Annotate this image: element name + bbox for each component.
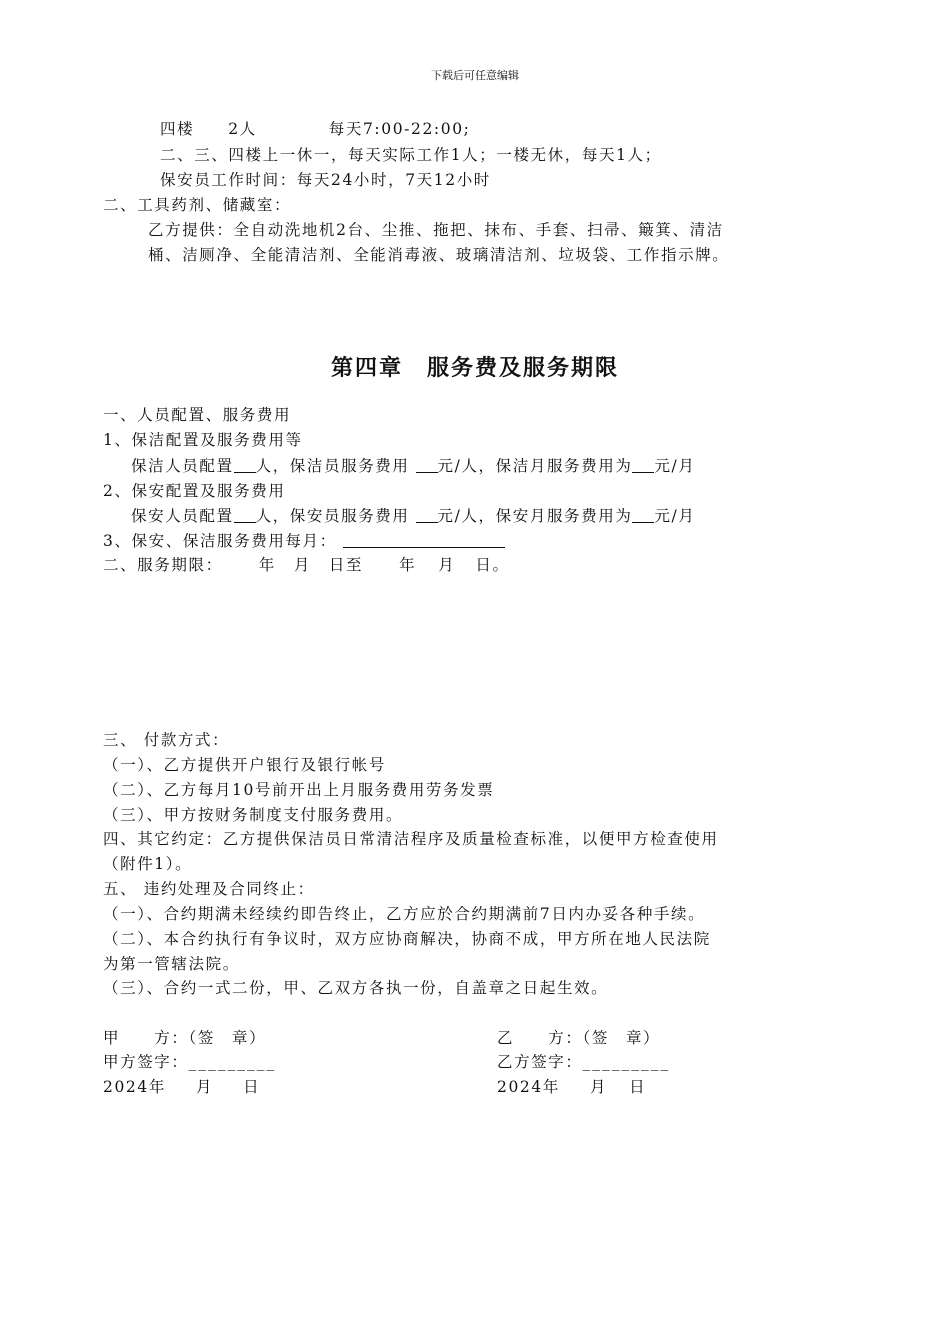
breach-heading: 五、 违约处理及合同终止：	[103, 880, 315, 898]
floor4-hours: 每天7:00-22:00;	[328, 120, 471, 138]
fees-item-3	[103, 531, 505, 551]
party-a-seal: 甲 方：（签 章）	[103, 1029, 267, 1047]
term-label: 二、服务期限：	[103, 556, 223, 574]
security-staff-blank[interactable]	[234, 506, 256, 523]
party-b-seal: 乙 方：（签 章）	[497, 1029, 661, 1047]
fees-item-1: 1、保洁配置及服务费用等	[103, 431, 303, 449]
fees-item-2: 2、保安配置及服务费用	[103, 482, 286, 500]
breach-item-2b: 为第一管辖法院。	[103, 955, 240, 973]
cleaning-month-blank[interactable]	[632, 456, 654, 473]
other-terms-line-2: （附件1）。	[103, 855, 193, 873]
service-term	[103, 555, 510, 575]
security-fee-blank[interactable]	[416, 506, 438, 523]
tools-line-1: 乙方提供：全自动洗地机2台、尘推、拖把、抹布、手套、扫帚、簸箕、清洁	[148, 221, 724, 239]
cleaning-month-unit: 元/月	[654, 457, 696, 475]
floor4-label: 四楼	[160, 120, 195, 138]
term-start-day: 日至	[328, 556, 364, 574]
party-a-date-day: 日	[243, 1078, 261, 1096]
party-b-sign-label: 乙方签字：	[497, 1053, 583, 1071]
monthly-fee-blank[interactable]	[343, 531, 505, 548]
party-a-date	[103, 1077, 260, 1097]
security-hours: 保安员工作时间：每天24小时，7天12小时	[160, 171, 491, 189]
party-b-signature	[497, 1052, 670, 1072]
party-a-sign-blank[interactable]: _________	[188, 1053, 277, 1071]
term-end-month: 月	[438, 556, 456, 574]
party-a-date-year: 2024年	[103, 1078, 166, 1096]
security-month-blank[interactable]	[632, 506, 654, 523]
payment-heading: 三、 付款方式：	[103, 731, 230, 749]
term-start-month: 月	[293, 556, 311, 574]
monthly-fee-label: 3、保安、保洁服务费用每月：	[103, 532, 337, 550]
cleaning-staff-blank[interactable]	[234, 456, 256, 473]
security-staff-label: 保安人员配置	[131, 507, 234, 525]
cleaning-fee-line	[131, 456, 695, 476]
breach-item-2a: （二）、本合约执行有争议时，双方应协商解决，协商不成，甲方所在地人民法院	[103, 930, 711, 948]
party-a-signature	[103, 1052, 276, 1072]
term-end-day: 日。	[475, 556, 510, 574]
chapter-title: 第四章 服务费及服务期限	[330, 355, 619, 381]
cleaning-fee-label: 人，保洁员服务费用	[255, 457, 410, 475]
security-fee-label: 人，保安员服务费用	[255, 507, 410, 525]
payment-item-3: （三）、甲方按财务制度支付服务费用。	[103, 806, 404, 824]
cleaning-fee-blank[interactable]	[416, 456, 438, 473]
cleaning-staff-label: 保洁人员配置	[131, 457, 234, 475]
party-b-date-month: 月	[589, 1078, 608, 1096]
page-header: 下载后可任意编辑	[431, 69, 519, 82]
breach-item-1: （一）、合约期满未经续约即告终止，乙方应於合约期满前7日内办妥各种手续。	[103, 905, 706, 923]
term-end-year: 年	[399, 556, 417, 574]
tools-heading: 二、工具药剂、储藏室：	[103, 196, 292, 214]
security-month-unit: 元/月	[654, 507, 696, 525]
tools-line-2: 桶、洁厕净、全能清洁剂、全能消毒液、玻璃清洁剂、垃圾袋、工作指示牌。	[148, 246, 730, 264]
floor4-line	[160, 119, 471, 139]
rest-note: 二、三、四楼上一休一，每天实际工作1人；一楼无休，每天1人；	[160, 146, 662, 164]
party-a-sign-label: 甲方签字：	[103, 1053, 189, 1071]
payment-item-1: （一）、乙方提供开户银行及银行帐号	[103, 756, 386, 774]
term-start-year: 年	[258, 556, 276, 574]
party-b-date-year: 2024年	[497, 1078, 560, 1096]
breach-item-3: （三）、合约一式二份，甲、乙双方各执一份，自盖章之日起生效。	[103, 979, 609, 997]
payment-item-2: （二）、乙方每月10号前开出上月服务费用劳务发票	[103, 781, 495, 799]
security-month-label: 元/人，保安月服务费用为	[437, 507, 633, 525]
security-fee-line	[131, 506, 695, 526]
floor4-count: 2人	[228, 120, 257, 138]
fees-heading: 一、人员配置、服务费用	[103, 406, 292, 424]
party-b-date	[497, 1077, 646, 1097]
cleaning-month-label: 元/人，保洁月服务费用为	[437, 457, 633, 475]
party-a-date-month: 月	[195, 1078, 214, 1096]
party-b-sign-blank[interactable]: _________	[582, 1053, 671, 1071]
other-terms-line-1: 四、其它约定：乙方提供保洁员日常清洁程序及质量检查标准，以便甲方检查使用	[103, 830, 719, 848]
party-b-date-day: 日	[629, 1078, 647, 1096]
